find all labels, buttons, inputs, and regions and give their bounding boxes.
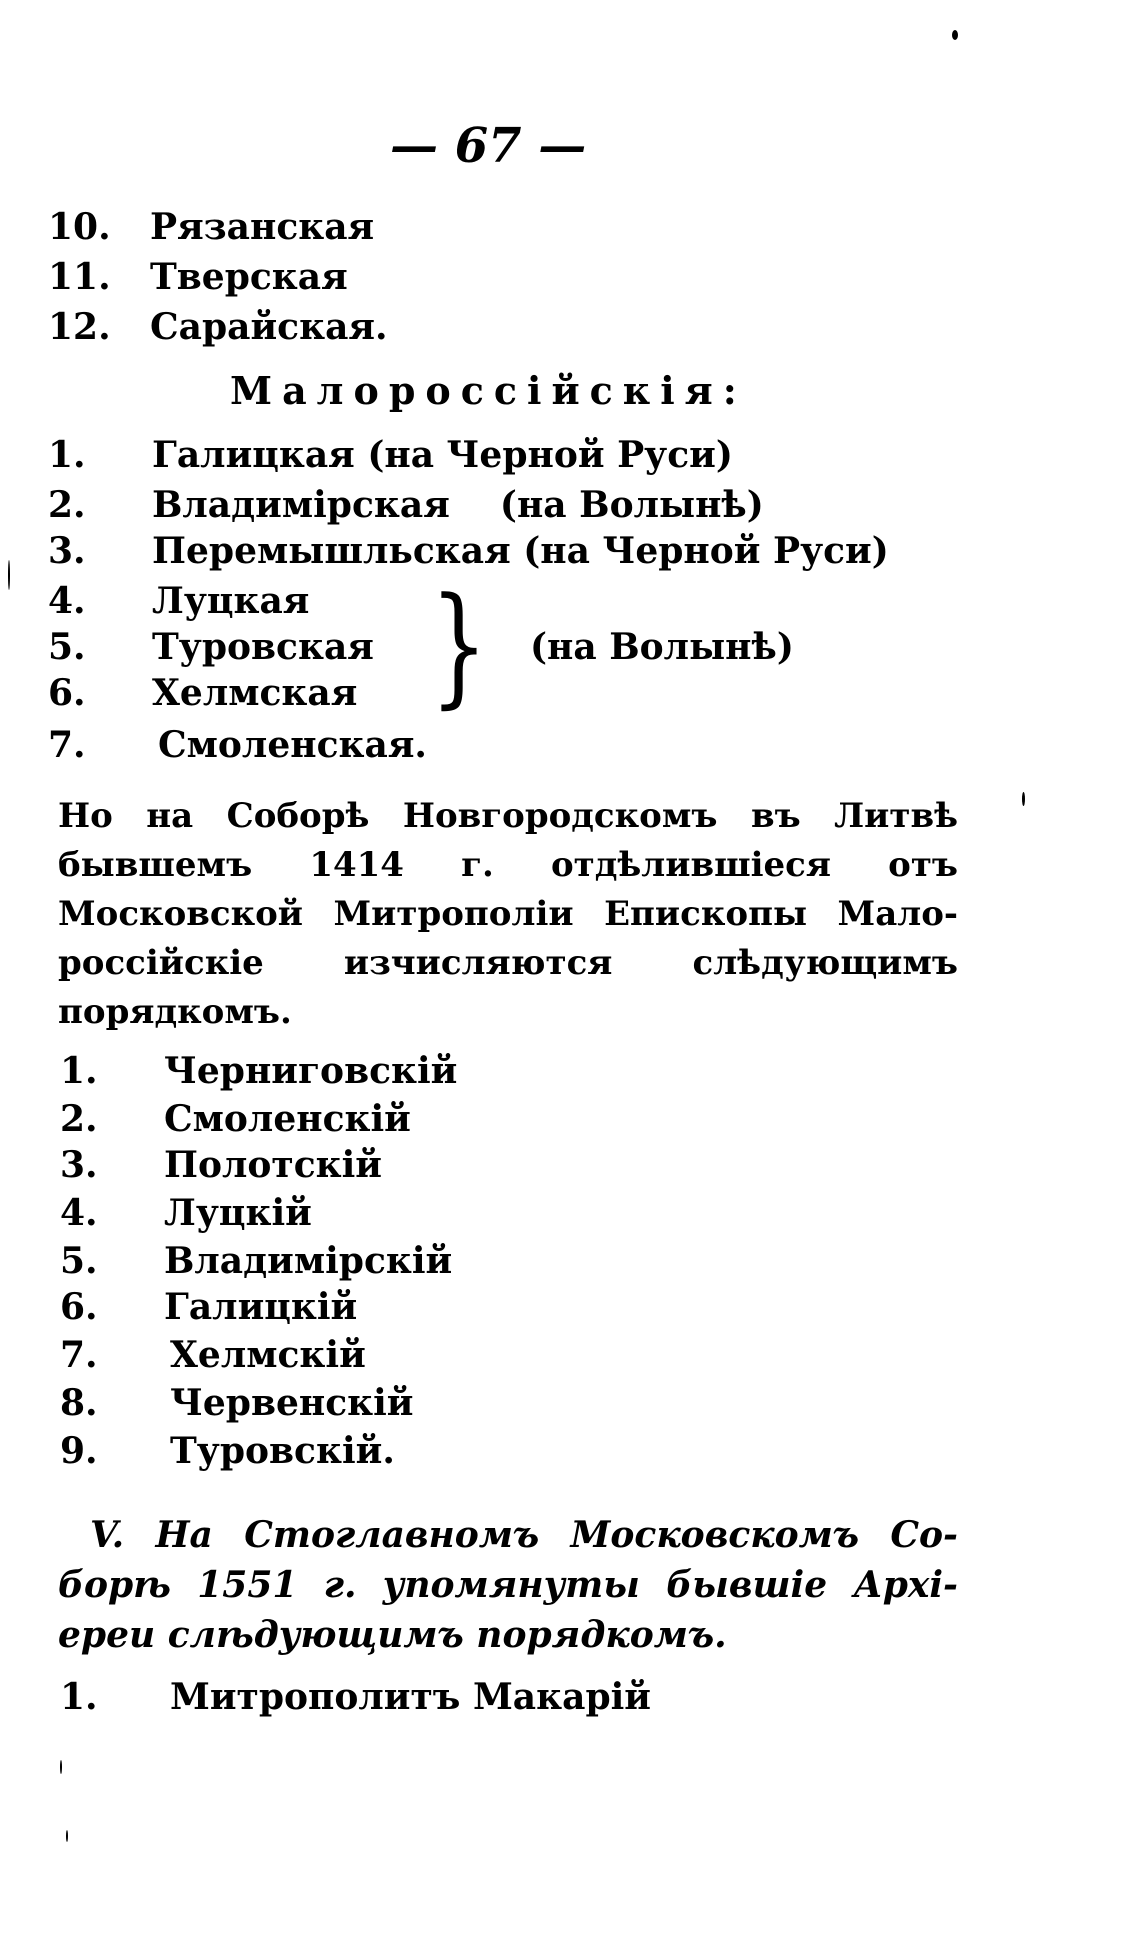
list-item: Червенскій [170, 1382, 414, 1424]
paragraph [58, 792, 958, 1037]
list-number: 10. [48, 206, 111, 248]
list-item: Сарайская. [150, 306, 388, 348]
list-number: 4. [60, 1192, 98, 1234]
list-item: Перемышльская (на Черной Руси) [152, 530, 889, 572]
list-item: Галицкая (на Черной Руси) [152, 434, 733, 476]
list-number: 2. [48, 484, 86, 526]
paragraph-line: V. На Стоглавномъ Московскомъ Со- [90, 1514, 958, 1556]
list-number: 11. [48, 256, 111, 298]
list-item: Митрополитъ Макарій [170, 1676, 651, 1718]
list-number: 9. [60, 1430, 98, 1472]
list-item: Хелмскій [170, 1334, 366, 1376]
scan-speck [952, 30, 958, 40]
list-number: 1. [60, 1676, 98, 1718]
list-item: Туровскій. [170, 1430, 395, 1472]
paragraph-line: Московской Митрополіи Епископы Мало- [58, 894, 958, 934]
bracket-note: (на Волынѣ) [530, 626, 794, 668]
paragraph-line: Но на Соборѣ Новгородскомъ въ Литвѣ [58, 796, 958, 836]
list-item: Полотскій [164, 1144, 383, 1186]
paragraph-line: бывшемъ 1414 г. отдѣлившіеся отъ [58, 845, 958, 885]
scan-speck [66, 1830, 68, 1842]
list-number: 3. [60, 1144, 98, 1186]
list-item: Владимірскій [164, 1240, 453, 1282]
paragraph-line: борѣ 1551 г. упомянуты бывшіе Архі- [58, 1564, 958, 1606]
list-item: Хелмская [152, 672, 358, 714]
page-number: — 67 — [390, 118, 587, 174]
scan-speck [1022, 792, 1025, 806]
list-item: Черниговскій [164, 1050, 458, 1092]
section-heading: Малороссійскія: [230, 368, 747, 413]
list-number: 8. [60, 1382, 98, 1424]
list-item: Галицкій [164, 1286, 358, 1328]
curly-brace-icon: } [430, 569, 488, 721]
paragraph-line: порядкомъ. [58, 992, 292, 1032]
list-number: 6. [48, 672, 86, 714]
list-number: 3. [48, 530, 86, 572]
scan-speck [8, 560, 10, 590]
list-item: Тверская [150, 256, 348, 298]
list-number: 4. [48, 580, 86, 622]
list-number: 1. [60, 1050, 98, 1092]
list-number: 6. [60, 1286, 98, 1328]
list-number: 7. [48, 724, 86, 766]
list-item: Туровская [152, 626, 374, 668]
paragraph-line: ереи слѣдующимъ порядкомъ. [58, 1614, 727, 1656]
scan-speck [60, 1760, 62, 1774]
list-number: 1. [48, 434, 86, 476]
list-number: 7. [60, 1334, 98, 1376]
paragraph-line: россійскіе изчисляются слѣдующимъ [58, 943, 958, 983]
list-item: Владимірская (на Волынѣ) [152, 484, 764, 526]
paragraph [58, 1510, 958, 1660]
list-item: Луцкая [152, 580, 310, 622]
list-number: 5. [60, 1240, 98, 1282]
list-item: Смоленская. [158, 724, 427, 766]
list-item: Луцкій [164, 1192, 312, 1234]
list-item: Рязанская [150, 206, 375, 248]
list-number: 12. [48, 306, 111, 348]
list-number: 5. [48, 626, 86, 668]
list-number: 2. [60, 1098, 98, 1140]
list-item: Смоленскій [164, 1098, 411, 1140]
